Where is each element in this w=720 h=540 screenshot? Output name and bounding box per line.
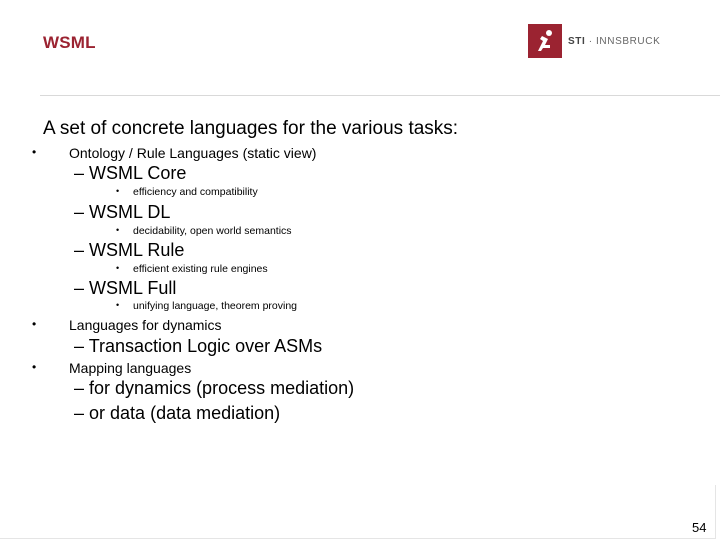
sub-bullet-text: or data (data mediation) [89,403,281,423]
sub-bullet-text: WSML DL [89,202,171,222]
sub-bullet-text: WSML Rule [89,240,185,260]
bullet-marker: • [116,225,120,235]
sub-bullet-wsml-full [74,278,176,299]
bullet-marker: • [116,263,120,273]
sub-bullet-text: Transaction Logic over ASMs [88,336,323,356]
sti-logo-icon [528,24,562,58]
detail-text: decidability, open world semantics [133,225,292,237]
detail-text: efficient existing rule engines [133,263,268,275]
bullet-marker: • [32,360,37,374]
sub-bullet-wsml-rule [74,240,184,261]
content-heading: A set of concrete languages for the various tasks: [43,118,459,139]
page-number: 54 [692,520,707,535]
detail-text: unifying language, theorem proving [133,300,298,312]
sub-bullet-data-mediation [74,403,280,424]
dash-marker: – [74,378,85,398]
sub-bullet-wsml-core [74,163,186,184]
sub-bullet-text: WSML Core [89,163,187,183]
sub-bullet-text: WSML Full [89,278,177,298]
sub-bullet-wsml-dl [74,202,170,223]
dash-marker: – [74,336,85,356]
sub-bullet-transaction-logic [74,336,322,357]
bullet-text: Ontology / Rule Languages (static view) [69,145,317,161]
dash-marker: – [74,163,85,183]
detail-text: efficiency and compatibility [133,186,258,198]
dash-marker: – [74,403,85,423]
bullet-text: Languages for dynamics [69,317,222,333]
dash-marker: – [74,240,85,260]
dash-marker: – [74,278,85,298]
dash-marker: – [74,202,85,222]
bullet-marker: • [32,317,37,331]
slide-frame-corner [0,485,716,539]
slide-title: WSML [43,33,96,52]
logo-wordmark: STI · INNSBRUCK [568,35,661,47]
bullet-marker: • [116,300,120,310]
sub-bullet-text: for dynamics (process mediation) [89,378,355,398]
sti-innsbruck-logo [528,24,660,58]
bullet-marker: • [116,186,120,196]
bullet-text: Mapping languages [69,360,192,376]
header-divider [40,95,720,96]
bullet-marker: • [32,145,37,159]
sub-bullet-process-mediation [74,378,354,399]
